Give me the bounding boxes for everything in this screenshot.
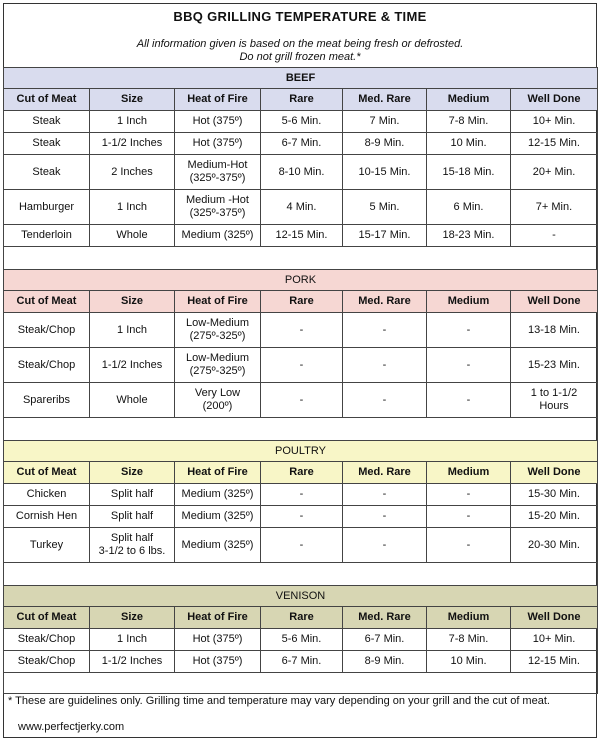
table-cell: - — [261, 313, 343, 348]
table-cell: Chicken — [4, 484, 90, 506]
table-cell: 15-23 Min. — [511, 348, 598, 383]
section-spacer — [4, 418, 598, 441]
table-cell: 12-15 Min. — [511, 133, 598, 155]
table-cell: 13-18 Min. — [511, 313, 598, 348]
table-cell: - — [343, 313, 427, 348]
table-cell: - — [261, 348, 343, 383]
column-header: Medium — [427, 607, 511, 629]
column-header: Heat of Fire — [175, 462, 261, 484]
table-cell: Split half — [90, 484, 175, 506]
cell-line: Low-Medium — [186, 352, 249, 364]
venison-section-title: VENISON — [4, 586, 598, 607]
table-cell — [175, 383, 261, 418]
column-header: Size — [90, 607, 175, 629]
column-header: Medium — [427, 462, 511, 484]
cell-line: Split half — [110, 532, 154, 544]
table-cell: - — [261, 528, 343, 563]
footnote: * These are guidelines only. Grilling time and temperature may vary depending on your grill and the cut of meat. — [8, 695, 550, 707]
table-cell: - — [343, 484, 427, 506]
cell-line: Medium-Hot — [187, 159, 248, 171]
table-cell: 1 Inch — [90, 313, 175, 348]
table-cell: 15-18 Min. — [427, 155, 511, 190]
table-cell: Hot (375º) — [175, 629, 261, 651]
column-header: Cut of Meat — [4, 607, 90, 629]
table-row — [4, 225, 598, 247]
table-row — [4, 528, 598, 563]
table-cell: 7 Min. — [343, 111, 427, 133]
column-header: Heat of Fire — [175, 89, 261, 111]
table-cell: 12-15 Min. — [261, 225, 343, 247]
table-cell: 1-1/2 Inches — [90, 133, 175, 155]
beef-section-header — [4, 68, 598, 89]
pork-section-title: PORK — [4, 270, 598, 291]
table-cell: - — [427, 528, 511, 563]
table-cell: 15-20 Min. — [511, 506, 598, 528]
table-cell: - — [343, 506, 427, 528]
column-header: Medium — [427, 89, 511, 111]
table-cell — [175, 348, 261, 383]
table-cell: Split half — [90, 506, 175, 528]
table-cell: 7-8 Min. — [427, 111, 511, 133]
table-cell: 5-6 Min. — [261, 629, 343, 651]
table-cell: 6-7 Min. — [261, 133, 343, 155]
table-row — [4, 133, 598, 155]
venison-section-header — [4, 586, 598, 607]
table-cell — [175, 155, 261, 190]
table-cell: 10 Min. — [427, 133, 511, 155]
table-cell: 20-30 Min. — [511, 528, 598, 563]
cell-line: Hours — [539, 400, 569, 412]
table-cell: 15-30 Min. — [511, 484, 598, 506]
table-cell: Hot (375º) — [175, 111, 261, 133]
poultry-section-title: POULTRY — [4, 441, 598, 462]
column-header: Heat of Fire — [175, 291, 261, 313]
table-cell: 2 Inches — [90, 155, 175, 190]
cell-line: (325º-375º) — [189, 207, 246, 219]
beef-column-headers — [4, 89, 598, 111]
table-cell: - — [343, 528, 427, 563]
table-cell: 10+ Min. — [511, 111, 598, 133]
table-cell: Steak/Chop — [4, 629, 90, 651]
table-cell: 6-7 Min. — [343, 629, 427, 651]
table-cell: Steak — [4, 155, 90, 190]
grilling-table — [3, 67, 598, 694]
table-row — [4, 313, 598, 348]
table-cell: - — [261, 484, 343, 506]
table-cell — [175, 313, 261, 348]
intro-text — [0, 38, 600, 64]
table-cell: 10 Min. — [427, 651, 511, 673]
pork-section-header — [4, 270, 598, 291]
table-row — [4, 506, 598, 528]
table-cell: Medium (325º) — [175, 528, 261, 563]
table-cell: 10-15 Min. — [343, 155, 427, 190]
cell-line: Low-Medium — [186, 317, 249, 329]
cell-line: (275º-325º) — [189, 365, 246, 377]
table-cell: 18-23 Min. — [427, 225, 511, 247]
table-row — [4, 111, 598, 133]
table-cell: Steak/Chop — [4, 313, 90, 348]
section-spacer — [4, 563, 598, 586]
table-cell: - — [427, 484, 511, 506]
table-cell: 10+ Min. — [511, 629, 598, 651]
cell-line: (200º) — [202, 400, 233, 412]
section-spacer — [4, 247, 598, 270]
table-cell: - — [343, 383, 427, 418]
table-cell: 6-7 Min. — [261, 651, 343, 673]
table-cell: 7+ Min. — [511, 190, 598, 225]
table-cell: Steak — [4, 133, 90, 155]
table-cell: Hot (375º) — [175, 651, 261, 673]
table-row — [4, 629, 598, 651]
column-header: Well Done — [511, 607, 598, 629]
table-cell: - — [427, 506, 511, 528]
column-header: Well Done — [511, 89, 598, 111]
table-cell: - — [261, 506, 343, 528]
poultry-section-header — [4, 441, 598, 462]
table-cell: Hot (375º) — [175, 133, 261, 155]
column-header: Cut of Meat — [4, 89, 90, 111]
intro-line-2: Do not grill frozen meat.* — [239, 51, 361, 63]
beef-section-title: BEEF — [4, 68, 598, 89]
spacer-cell — [4, 418, 598, 441]
table-cell: 5-6 Min. — [261, 111, 343, 133]
website-link[interactable]: www.perfectjerky.com — [18, 721, 125, 733]
table-cell: Tenderloin — [4, 225, 90, 247]
column-header: Medium — [427, 291, 511, 313]
table-end-spacer — [4, 673, 598, 694]
cell-line: 1 to 1-1/2 — [530, 387, 578, 399]
poultry-column-headers — [4, 462, 598, 484]
table-cell: 8-9 Min. — [343, 651, 427, 673]
table-cell: Whole — [90, 383, 175, 418]
table-cell: 4 Min. — [261, 190, 343, 225]
table-cell: 1-1/2 Inches — [90, 651, 175, 673]
column-header: Med. Rare — [343, 89, 427, 111]
column-header: Well Done — [511, 291, 598, 313]
column-header: Cut of Meat — [4, 291, 90, 313]
column-header: Size — [90, 462, 175, 484]
column-header: Med. Rare — [343, 291, 427, 313]
table-cell: - — [427, 313, 511, 348]
table-cell: - — [427, 348, 511, 383]
table-cell: Whole — [90, 225, 175, 247]
intro-line-1: All information given is based on the meat being fresh or defrosted. — [136, 38, 464, 50]
column-header: Med. Rare — [343, 462, 427, 484]
table-row — [4, 651, 598, 673]
spacer-cell — [4, 673, 598, 694]
table-cell — [90, 528, 175, 563]
table-cell: 8-9 Min. — [343, 133, 427, 155]
table-cell: 12-15 Min. — [511, 651, 598, 673]
table-cell: - — [511, 225, 598, 247]
table-cell: 5 Min. — [343, 190, 427, 225]
column-header: Med. Rare — [343, 607, 427, 629]
column-header: Rare — [261, 607, 343, 629]
table-row — [4, 190, 598, 225]
table-cell: Steak/Chop — [4, 348, 90, 383]
column-header: Size — [90, 89, 175, 111]
grilling-table-body — [4, 68, 598, 694]
table-cell: Steak — [4, 111, 90, 133]
cell-line: (325º-375º) — [189, 172, 246, 184]
table-cell: Spareribs — [4, 383, 90, 418]
table-cell: Cornish Hen — [4, 506, 90, 528]
table-cell: Medium (325º) — [175, 225, 261, 247]
spacer-cell — [4, 247, 598, 270]
column-header: Size — [90, 291, 175, 313]
cell-line: Very Low — [194, 387, 241, 399]
table-cell: - — [261, 383, 343, 418]
table-cell: 1 Inch — [90, 111, 175, 133]
table-cell: 7-8 Min. — [427, 629, 511, 651]
table-cell: - — [427, 383, 511, 418]
column-header: Rare — [261, 462, 343, 484]
table-cell: Medium (325º) — [175, 484, 261, 506]
cell-line: Medium -Hot — [186, 194, 249, 206]
cell-line: (275º-325º) — [189, 330, 246, 342]
table-row — [4, 348, 598, 383]
table-cell — [511, 383, 598, 418]
table-row — [4, 155, 598, 190]
table-cell: 1 Inch — [90, 190, 175, 225]
column-header: Cut of Meat — [4, 462, 90, 484]
venison-column-headers — [4, 607, 598, 629]
column-header: Well Done — [511, 462, 598, 484]
table-cell: Turkey — [4, 528, 90, 563]
pork-column-headers — [4, 291, 598, 313]
table-cell: 20+ Min. — [511, 155, 598, 190]
table-row — [4, 383, 598, 418]
table-cell: 1 Inch — [90, 629, 175, 651]
table-cell: 1-1/2 Inches — [90, 348, 175, 383]
table-cell: 15-17 Min. — [343, 225, 427, 247]
table-row — [4, 484, 598, 506]
table-cell: 6 Min. — [427, 190, 511, 225]
column-header: Heat of Fire — [175, 607, 261, 629]
table-cell: - — [343, 348, 427, 383]
table-cell: 8-10 Min. — [261, 155, 343, 190]
table-cell: Hamburger — [4, 190, 90, 225]
cell-line: 3-1/2 to 6 lbs. — [98, 545, 166, 557]
table-cell: Steak/Chop — [4, 651, 90, 673]
column-header: Rare — [261, 89, 343, 111]
page-title: BBQ GRILLING TEMPERATURE & TIME — [173, 9, 427, 24]
column-header: Rare — [261, 291, 343, 313]
spacer-cell — [4, 563, 598, 586]
table-cell: Medium (325º) — [175, 506, 261, 528]
table-cell — [175, 190, 261, 225]
